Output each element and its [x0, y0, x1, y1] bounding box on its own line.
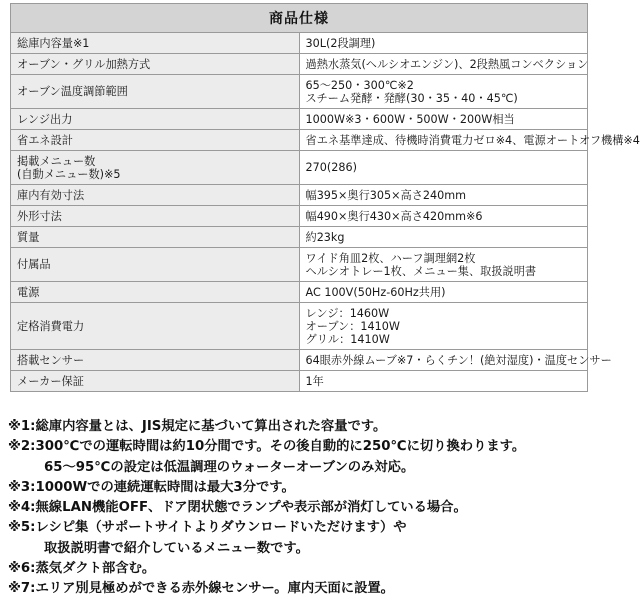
spec-value [299, 151, 588, 185]
spec-value-line: 1000W※3・600W・500W・200W相当 [305, 112, 515, 126]
footnote-line: 取扱説明書で紹介しているメニュー数です。 [44, 540, 309, 556]
spec-value [299, 109, 588, 130]
spec-label [11, 350, 300, 371]
spec-row [11, 33, 588, 54]
footnotes [8, 417, 596, 600]
spec-label-line: 定格消費電力 [17, 319, 85, 333]
footnote-line: ※1:総庫内容量とは、JIS規定に基づいて算出された容量です。 [8, 419, 387, 434]
spec-value-line: 30L(2段調理) [305, 36, 376, 50]
spec-label-line: 電源 [17, 285, 40, 299]
spec-value [299, 303, 588, 350]
spec-value-line: スチーム発酵・発酵(30・35・40・45℃) [305, 91, 518, 105]
spec-label [11, 206, 300, 227]
spec-row [11, 227, 588, 248]
spec-value [299, 75, 588, 109]
spec-value [299, 248, 588, 282]
spec-value [299, 282, 588, 303]
spec-value [299, 350, 612, 371]
spec-value-line: 65～250・300℃※2 [305, 78, 414, 92]
spec-label [11, 130, 300, 151]
spec-label [11, 371, 300, 392]
spec-value-line: ワイド角皿2枚、ハーフ調理網2枚 [305, 251, 476, 265]
spec-label [11, 109, 300, 130]
spec-label-line: 付属品 [17, 258, 51, 271]
spec-value-line: レンジ：1460W [305, 306, 390, 320]
spec-value-line: 1年 [305, 374, 324, 388]
spec-row [11, 109, 588, 130]
footnote-line: ※2:300℃での運転時間は約10分間です。その後自動的に250℃に切り換わります。 [8, 439, 526, 455]
spec-value-line: 幅395×奥行305×高さ240mm [305, 188, 467, 202]
spec-row [11, 206, 588, 227]
spec-label-line: オーブン温度調節範囲 [17, 85, 128, 98]
spec-value [299, 371, 588, 392]
spec-label-line: 質量 [17, 230, 40, 244]
spec-label [11, 282, 300, 303]
spec-label-line: 総庫内容量※1 [17, 36, 90, 50]
spec-label [11, 151, 300, 185]
spec-label-line: レンジ出力 [17, 112, 73, 126]
spec-value [299, 206, 588, 227]
spec-row [11, 75, 588, 109]
footnote-line: ※5:レシピ集（サポートサイトよりダウンロードいただけます）や [8, 520, 407, 536]
spec-row [11, 282, 588, 303]
spec-sheet [4, 3, 640, 392]
spec-value-line: AC 100V(50Hz-60Hz共用) [305, 285, 446, 299]
spec-label [11, 227, 300, 248]
spec-label [11, 303, 300, 350]
spec-row [11, 350, 588, 371]
footnote-line: ※6:蒸気ダクト部含む。 [8, 561, 156, 577]
spec-table-header [11, 4, 588, 33]
spec-row [11, 185, 588, 206]
spec-title: 商品仕様 [11, 4, 588, 33]
spec-value-line: 64眼赤外線ムーブ※7・らくチン！(絶対湿度)・温度センサー [305, 353, 612, 367]
spec-value [299, 33, 588, 54]
spec-row [11, 130, 588, 151]
spec-label-line: 掲載メニュー数 [17, 154, 96, 168]
spec-value-line: 270(286) [305, 161, 357, 174]
spec-value-line: ヘルシオトレー1枚、メニュー集、取扱説明書 [305, 264, 537, 278]
footnote-line: 65～95℃の設定は低温調理のウォーターオーブンのみ対応。 [44, 459, 415, 475]
spec-value [299, 185, 588, 206]
spec-value-line: 過熱水蒸気(ヘルシオエンジン)、2段熱風コンベクション [305, 57, 589, 71]
spec-label-line: メーカー保証 [17, 374, 84, 388]
spec-label [11, 75, 300, 109]
footnote-line: ※3:1000Wでの連続運転時間は最大3分です。 [8, 479, 295, 495]
spec-table [10, 3, 640, 392]
spec-row [11, 248, 588, 282]
spec-value [299, 130, 640, 151]
spec-label-line: 搭載センサー [17, 353, 85, 367]
spec-label [11, 54, 300, 75]
spec-label [11, 185, 300, 206]
spec-label [11, 33, 300, 54]
spec-value-line: 省エネ基準達成、待機時消費電力ゼロ※4、電源オートオフ機構※4 [305, 133, 640, 147]
spec-value [299, 54, 588, 75]
spec-value-line: グリル：1410W [305, 332, 390, 346]
spec-label-line: 庫内有効寸法 [17, 188, 85, 202]
spec-row [11, 303, 588, 350]
spec-value-line: 約23kg [305, 230, 345, 244]
spec-table-body [11, 33, 640, 392]
spec-value-line: オーブン：1410W [305, 319, 400, 333]
spec-row [11, 54, 588, 75]
footnote-line: ※7:エリア別見極めができる赤外線センサー。庫内天面に設置。 [8, 581, 394, 597]
spec-label-line: オーブン・グリル加熱方式 [17, 57, 151, 71]
spec-label-line: (自動メニュー数)※5 [17, 167, 121, 181]
spec-value-line: 幅490×奥行430×高さ420mm※6 [305, 209, 483, 223]
spec-label-line: 省エネ設計 [17, 133, 73, 147]
spec-value [299, 227, 588, 248]
spec-label [11, 248, 300, 282]
spec-row [11, 151, 588, 185]
footnote-line: ※4:無線LAN機能OFF、ドア閉状態でランプや表示部が消灯している場合。 [8, 500, 467, 516]
spec-label-line: 外形寸法 [17, 209, 62, 223]
spec-row [11, 371, 588, 392]
